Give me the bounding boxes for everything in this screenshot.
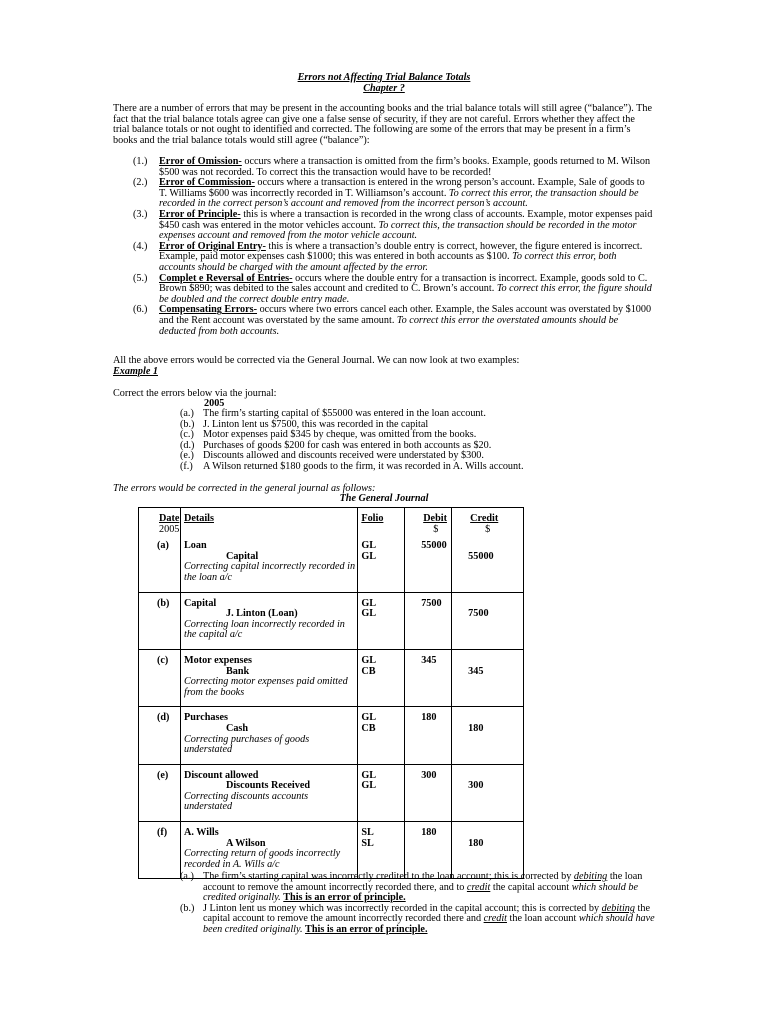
debit-account: Capital	[180, 599, 357, 610]
debit-amount: 180	[405, 828, 452, 839]
debit-amount: 55000	[405, 541, 452, 552]
error-type-item	[133, 210, 655, 242]
note-text: the capital account to remove the amount incorrectly recorded there and	[203, 902, 650, 925]
item-key: (d.)	[180, 439, 195, 451]
example-heading: Example 1	[113, 366, 158, 377]
item-key: (b.)	[180, 418, 195, 430]
note-term: debiting	[573, 871, 608, 882]
explanation-note	[180, 872, 660, 904]
col-date: Date	[139, 508, 181, 525]
credit-account: Cash	[180, 724, 357, 735]
note-italic: which should have been credited originally.	[203, 913, 655, 935]
date-year: 2005	[139, 525, 181, 536]
note-text: the loan account to remove the amount incorrectly recorded there, and to	[203, 871, 643, 893]
item-key: (e.)	[180, 450, 194, 462]
explanation-note	[180, 904, 660, 936]
narration: Correcting motor expenses paid omitted from the books	[180, 677, 357, 707]
credit-amount: 55000	[452, 552, 524, 563]
error-description: this is where a transaction is recorded in the wrong class of accounts. Example, motor expenses paid $450 cash was entered in the motor vehicles account.	[159, 208, 653, 231]
journal-narration-row	[139, 677, 524, 707]
journal-intro: The errors would be corrected in the general journal as follows:	[113, 483, 376, 494]
credit-amount: 300	[452, 781, 524, 792]
note-key: (a.)	[180, 871, 194, 882]
error-correction: To correct this error, the transaction should be recorded in the correct person’s account and removed from the incorrect person’s account.	[159, 187, 639, 210]
journal-entry-debit-row	[139, 541, 524, 552]
item-key: (c.)	[180, 429, 194, 441]
credit-account: Capital	[180, 552, 357, 563]
item-text: Motor expenses paid $345 by cheque, was omitted from the books.	[203, 429, 477, 441]
col-credit: Credit	[452, 508, 524, 525]
debit-amount: 7500	[405, 599, 452, 610]
error-description: occurs where the double entry for a transaction is incorrect. Example, goods sold to C. Brown $890; was debited to the sales account and credited to C. Brown’s account.	[159, 272, 648, 295]
note-key: (b.)	[180, 902, 195, 914]
item-number: (3.)	[133, 208, 148, 220]
general-journal-note: All the above errors would be corrected via the General Journal. We can now look at two examples:	[113, 355, 520, 366]
debit-folio: GL	[358, 541, 405, 552]
credit-folio: CB	[358, 667, 405, 678]
note-text: the loan account	[507, 913, 579, 925]
note-text: J Linton lent us money which was incorrectly recorded in the capital account; this is corrected by	[203, 902, 602, 914]
error-type-item	[133, 274, 655, 306]
credit-amount: 180	[452, 724, 524, 735]
error-types-list	[133, 157, 655, 337]
item-text: The firm’s starting capital of $55000 was entered in the loan account.	[203, 408, 486, 419]
item-key: (f.)	[180, 460, 193, 472]
debit-folio: GL	[358, 713, 405, 724]
credit-folio: GL	[358, 781, 405, 792]
narration: Correcting discounts accounts understated	[180, 792, 357, 822]
credit-amount: 180	[452, 839, 524, 850]
narration: Correcting purchases of goods understated	[180, 735, 357, 765]
error-description: occurs where a transaction is omitted from the firm’s books. Example, goods returned to M. Wilson $500 was not recorded. To correct this the transaction would have to be recorded!	[159, 156, 651, 178]
journal-entry-debit-row	[139, 656, 524, 667]
note-conclusion: This is an error of principle.	[305, 923, 428, 935]
item-number: (2.)	[133, 177, 148, 189]
debit-currency: $	[405, 525, 452, 536]
debit-folio: GL	[358, 599, 405, 610]
credit-account: A Wilson	[180, 839, 357, 850]
note-body	[203, 903, 655, 935]
error-description: occurs where a transaction is entered in the wrong person’s account. Example, Sale of goods to T. Williams $600 was incorrectly recorded in T. Williamson’s account.	[159, 177, 645, 199]
error-type-item	[133, 242, 655, 274]
item-text: J. Linton lent us $7500, this was recorded in the capital	[203, 418, 429, 430]
credit-amount: 7500	[452, 609, 524, 620]
error-description: this is where a transaction’s double entry is correct, however, the figure entered is incorrect. Example, paid motor expenses cash $1000; this was entered in both accounts as $100.	[159, 240, 643, 263]
note-body	[203, 871, 642, 903]
example-errors-list	[180, 409, 580, 473]
error-type-item	[133, 305, 655, 337]
debit-folio: SL	[358, 828, 405, 839]
debit-account: A. Wills	[180, 828, 357, 839]
entry-ref: (b)	[139, 599, 181, 610]
note-text: the capital account	[490, 881, 572, 893]
item-key: (a.)	[180, 408, 194, 419]
error-correction: To correct this error the overstated amounts should be deducted from both accounts.	[159, 314, 619, 337]
entry-ref: (e)	[139, 771, 181, 782]
error-correction: To correct this error, both accounts should be charged with the amount affected by the error.	[159, 251, 617, 273]
explanation-notes	[180, 872, 660, 936]
debit-amount: 300	[405, 771, 452, 782]
col-folio: Folio	[358, 508, 405, 525]
journal-entry-debit-row	[139, 828, 524, 839]
note-text: The firm’s starting capital was incorrectly credited to the loan account; this is corrected by	[203, 871, 574, 882]
example-intro: Correct the errors below via the journal:	[113, 388, 277, 399]
item-number: (6.)	[133, 304, 148, 316]
journal-narration-row	[139, 735, 524, 765]
note-term: debiting	[601, 902, 635, 914]
note-term: credit	[483, 913, 507, 925]
credit-amount: 345	[452, 667, 524, 678]
entry-ref: (d)	[139, 713, 181, 724]
journal-narration-row	[139, 562, 524, 592]
debit-folio: GL	[358, 656, 405, 667]
narration: Correcting return of goods incorrectly recorded in A. Wills a/c	[180, 849, 357, 879]
narration: Correcting capital incorrectly recorded in the loan a/c	[180, 562, 357, 592]
item-number: (1.)	[133, 156, 148, 167]
journal-entry-debit-row	[139, 713, 524, 724]
debit-account: Motor expenses	[180, 656, 357, 667]
error-type-item	[133, 178, 655, 210]
item-number: (5.)	[133, 272, 148, 284]
entry-ref: (f)	[139, 828, 181, 839]
credit-folio: CB	[358, 724, 405, 735]
debit-folio: GL	[358, 771, 405, 782]
narration: Correcting loan incorrectly recorded in the capital a/c	[180, 620, 357, 650]
credit-account: Discounts Received	[180, 781, 357, 792]
debit-amount: 180	[405, 713, 452, 724]
error-term: Complet e Reversal of Entries-	[159, 272, 293, 284]
error-correction: To correct this, the transaction should be recorded in the motor expenses account and removed from the motor vehicle account.	[159, 219, 637, 242]
journal-narration-row	[139, 792, 524, 822]
debit-account: Purchases	[180, 713, 357, 724]
col-details: Details	[180, 508, 357, 525]
item-number: (4.)	[133, 240, 148, 252]
journal-title: The General Journal	[339, 493, 429, 504]
error-term: Error of Original Entry-	[159, 240, 266, 252]
page-title: Errors not Affecting Trial Balance Totals	[297, 72, 471, 83]
example-error-item	[180, 462, 580, 473]
journal-entry-credit-row	[139, 724, 524, 735]
credit-folio: GL	[358, 552, 405, 563]
note-term: credit	[466, 881, 491, 893]
general-journal-table	[138, 507, 524, 879]
credit-currency: $	[452, 525, 524, 536]
credit-account: Bank	[180, 667, 357, 678]
credit-folio: GL	[358, 609, 405, 620]
error-term: Compensating Errors-	[159, 304, 258, 316]
debit-amount: 345	[405, 656, 452, 667]
credit-folio: SL	[358, 839, 405, 850]
error-term: Error of Principle-	[159, 208, 241, 220]
intro-paragraph: There are a number of errors that may be present in the accounting books and the trial balance totals will still agree (“balance”). The fact that the trial balance totals agree can give one a false sense of security, if they are not careful. Errors whether they affect the trial balance totals or not ought to identified and corrected. The following are some of the errors that may be present in a firm’s books and the trial balance totals would still agree (“balance”):	[113, 103, 652, 146]
col-debit: Debit	[405, 508, 452, 525]
item-text: A Wilson returned $180 goods to the firm, it was recorded in A. Wills account.	[203, 460, 524, 472]
error-term: Error of Omission-	[159, 156, 242, 167]
error-correction: To correct this error, the figure should be doubled and the correct double entry made.	[159, 283, 652, 305]
journal-entry-debit-row	[139, 771, 524, 782]
debit-account: Loan	[180, 541, 357, 552]
credit-account: J. Linton (Loan)	[180, 609, 357, 620]
journal-narration-row	[139, 620, 524, 650]
debit-account: Discount allowed	[180, 771, 357, 782]
entry-ref: (c)	[139, 656, 181, 667]
entry-ref: (a)	[139, 541, 181, 552]
chapter-subtitle: Chapter ?	[363, 83, 405, 94]
note-italic: which should be credited originally.	[203, 881, 638, 904]
note-conclusion: This is an error of principle.	[283, 892, 406, 904]
error-term: Error of Commission-	[159, 177, 255, 189]
item-text: Discounts allowed and discounts received were understated by $300.	[203, 450, 484, 462]
error-type-item	[133, 157, 655, 178]
item-text: Purchases of goods $200 for cash was entered in both accounts as $20.	[203, 439, 492, 451]
error-description: occurs where two errors cancel each other. Example, the Sales account was overstated by $1000 and the Rent account was overstated by the same amount.	[159, 304, 652, 326]
example-year: 2005	[204, 398, 225, 409]
journal-entry-debit-row	[139, 599, 524, 610]
